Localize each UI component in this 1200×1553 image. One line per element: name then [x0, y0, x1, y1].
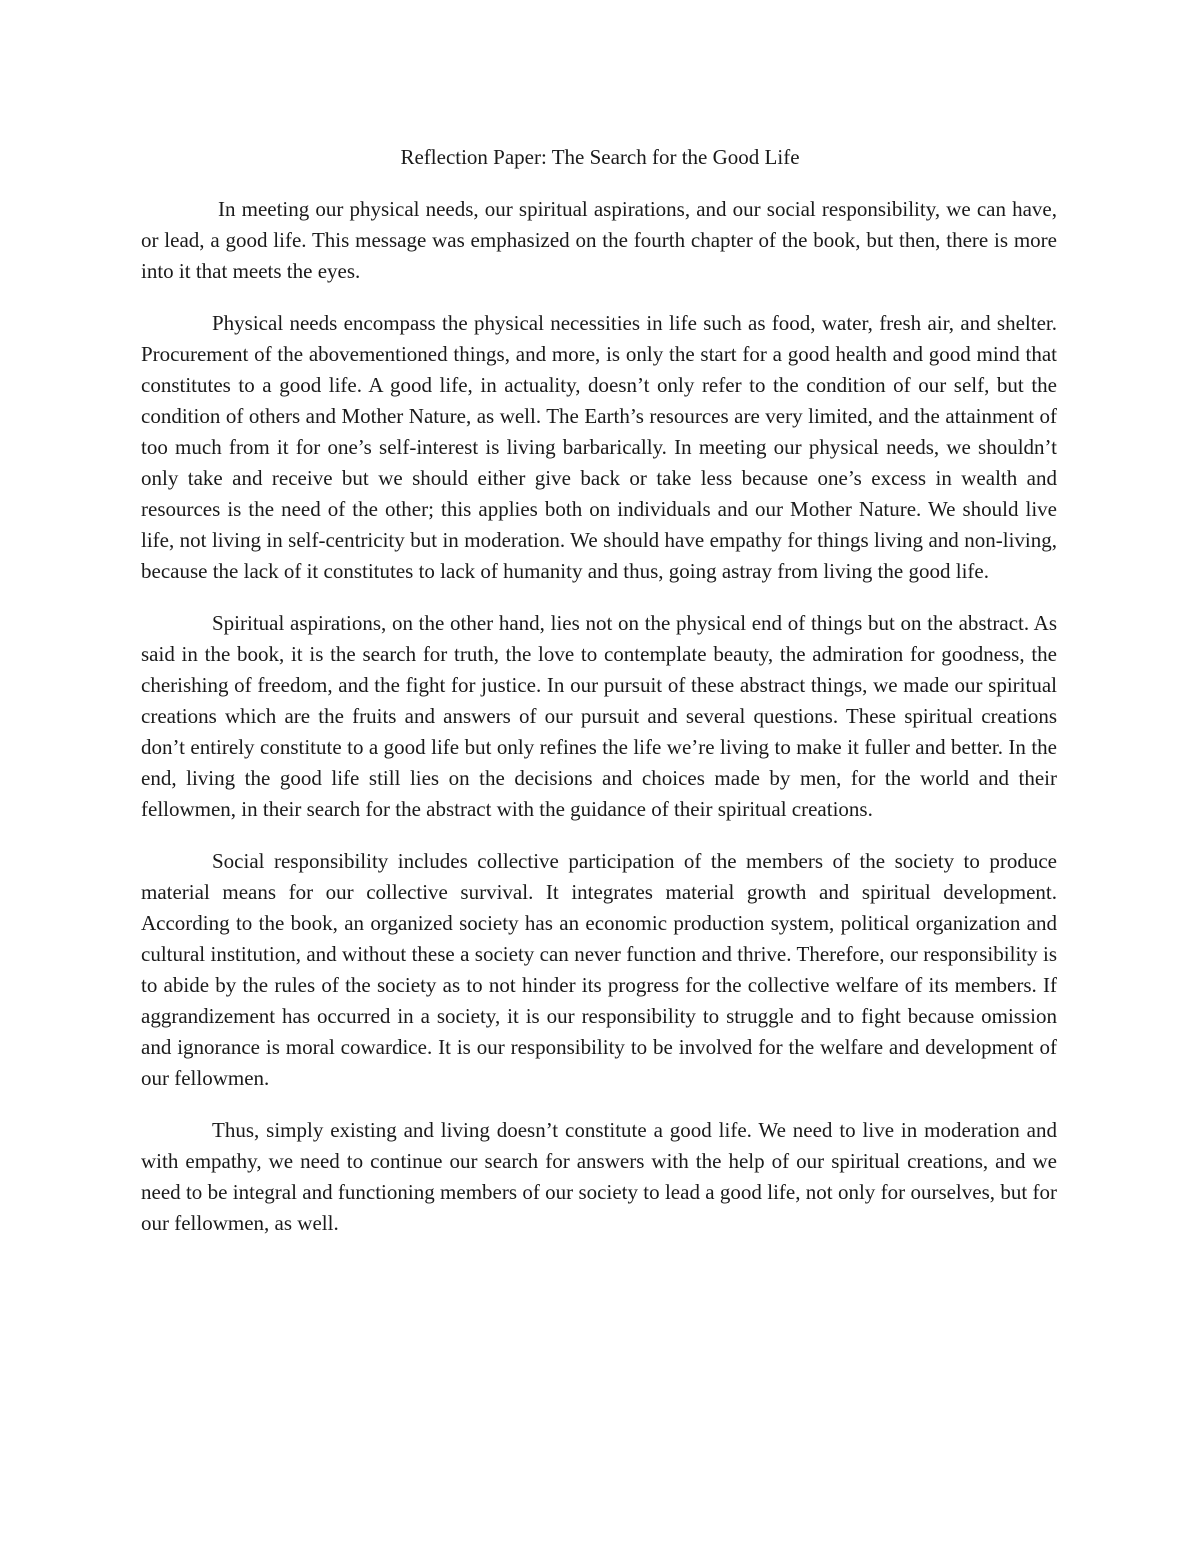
paragraph-conclusion: Thus, simply existing and living doesn’t constitute a good life. We need to live in moderation and with empathy, we need to continue our search for answers with the help of our spiritual creations, and we need to be integral and functioning members of our society to lead a good life, not only for ourselves, but for our fellowmen, as well.: [141, 1118, 1057, 1235]
paragraph-social-responsibility: Social responsibility includes collective participation of the members of the society to produce material means for our collective survival. It integrates material growth and spiritual development. According to the book, an organized society has an economic production system, political organization and cultural institution, and without these a society can never function and thrive. Therefore, our responsibility is to abide by the rules of the society as to not hinder its progress for the collective welfare of its members. If aggrandizement has occurred in a society, it is our responsibility to struggle and to fight because omission and ignorance is moral cowardice. It is our responsibility to be involved for the welfare and development of our fellowmen.: [141, 849, 1057, 1090]
document-body: [141, 194, 1057, 1260]
paragraph-spiritual-aspirations: Spiritual aspirations, on the other hand, lies not on the physical end of things but on the abstract. As said in the book, it is the search for truth, the love to contemplate beauty, the admiration for goodness, the cherishing of freedom, and the fight for justice. In our pursuit of these abstract things, we made our spiritual creations which are the fruits and answers of our pursuit and several questions. These spiritual creations don’t entirely constitute to a good life but only refines the life we’re living to make it fuller and better. In the end, living the good life still lies on the decisions and choices made by men, for the world and their fellowmen, in their search for the abstract with the guidance of their spiritual creations.: [141, 611, 1057, 821]
document-title: Reflection Paper: The Search for the Good Life: [400, 145, 800, 169]
paragraph-introduction: In meeting our physical needs, our spiritual aspirations, and our social responsibility, we can have, or lead, a good life. This message was emphasized on the fourth chapter of the book, but then, there is more into it that meets the eyes.: [141, 197, 1057, 283]
paragraph-physical-needs: Physical needs encompass the physical necessities in life such as food, water, fresh air, and shelter. Procurement of the abovementioned things, and more, is only the start for a good health and good mind that constitutes to a good life. A good life, in actuality, doesn’t only refer to the condition of our self, but the condition of others and Mother Nature, as well. The Earth’s resources are very limited, and the attainment of too much from it for one’s self-interest is living barbarically. In meeting our physical needs, we shouldn’t only take and receive but we should either give back or take less because one’s excess in wealth and resources is the need of the other; this applies both on individuals and our Mother Nature. We should live life, not living in self-centricity but in moderation. We should have empathy for things living and non-living, because the lack of it constitutes to lack of humanity and thus, going astray from living the good life.: [141, 311, 1057, 583]
